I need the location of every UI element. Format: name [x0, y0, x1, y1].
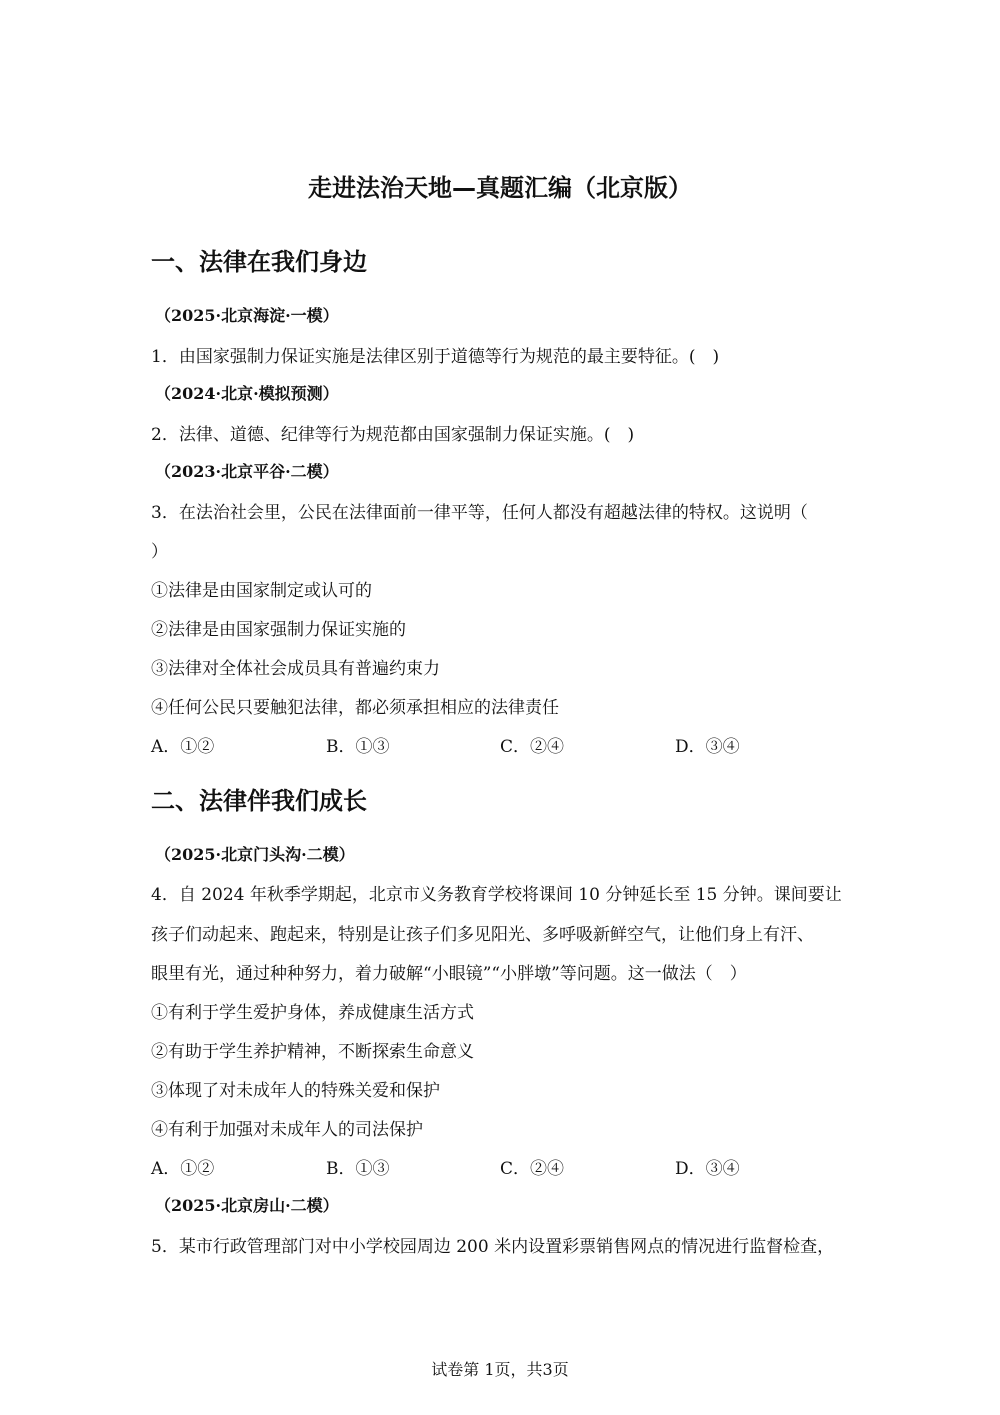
option-statement: ②有助于学生养护精神，不断探索生命意义 — [151, 1042, 474, 1062]
page-footer: 试卷第 1页，共3页 — [431, 1360, 569, 1379]
choice-a[interactable]: A．①② — [151, 1159, 215, 1179]
question-4-stem: 孩子们动起来、跑起来，特别是让孩子们多见阳光、多呼吸新鲜空气，让他们身上有汗、 — [151, 925, 814, 945]
choice-b[interactable]: B．①③ — [326, 737, 390, 757]
option-statement: ③法律对全体社会成员具有普遍约束力 — [151, 659, 440, 679]
question-source: （2025·北京海淀·一模） — [155, 306, 339, 325]
question-source: （2023·北京平谷·二模） — [155, 462, 339, 481]
question-2: 2．法律、道德、纪律等行为规范都由国家强制力保证实施。( ) — [151, 425, 635, 445]
question-source: （2025·北京门头沟·二模） — [155, 845, 355, 864]
question-4-stem: 4．自 2024 年秋季学期起，北京市义务教育学校将课间 10 分钟延长至 15 分钟。课间要让 — [151, 885, 842, 905]
question-source: （2025·北京房山·二模） — [155, 1196, 339, 1215]
option-statement: ①有利于学生爱护身体，养成健康生活方式 — [151, 1003, 474, 1023]
option-statement: ②法律是由国家强制力保证实施的 — [151, 620, 406, 640]
question-4-stem: 眼里有光，通过种种努力，着力破解“小眼镜”“小胖墩”等问题。这一做法（ ） — [151, 964, 747, 984]
choice-c[interactable]: C．②④ — [500, 737, 565, 757]
question-3-stem: 3．在法治社会里，公民在法律面前一律平等，任何人都没有超越法律的特权。这说明（ — [151, 503, 808, 523]
option-statement: ④任何公民只要触犯法律，都必须承担相应的法律责任 — [151, 698, 559, 718]
choice-a[interactable]: A．①② — [151, 737, 215, 757]
question-3-stem: ） — [151, 542, 168, 562]
option-statement: ①法律是由国家制定或认可的 — [151, 581, 372, 601]
question-1: 1．由国家强制力保证实施是法律区别于道德等行为规范的最主要特征。( ) — [151, 347, 720, 367]
section-heading-1: 一、法律在我们身边 — [151, 248, 367, 276]
question-source: （2024·北京·模拟预测） — [155, 384, 339, 403]
choice-b[interactable]: B．①③ — [326, 1159, 390, 1179]
option-statement: ③体现了对未成年人的特殊关爱和保护 — [151, 1081, 440, 1101]
question-5-stem: 5．某市行政管理部门对中小学校园周边 200 米内设置彩票销售网点的情况进行监督检查， — [151, 1237, 835, 1257]
choice-c[interactable]: C．②④ — [500, 1159, 565, 1179]
section-heading-2: 二、法律伴我们成长 — [151, 787, 367, 815]
page-title: 走进法治天地—真题汇编（北京版） — [308, 174, 692, 202]
option-statement: ④有利于加强对未成年人的司法保护 — [151, 1120, 423, 1140]
choice-d[interactable]: D．③④ — [675, 1159, 740, 1179]
choice-d[interactable]: D．③④ — [675, 737, 740, 757]
